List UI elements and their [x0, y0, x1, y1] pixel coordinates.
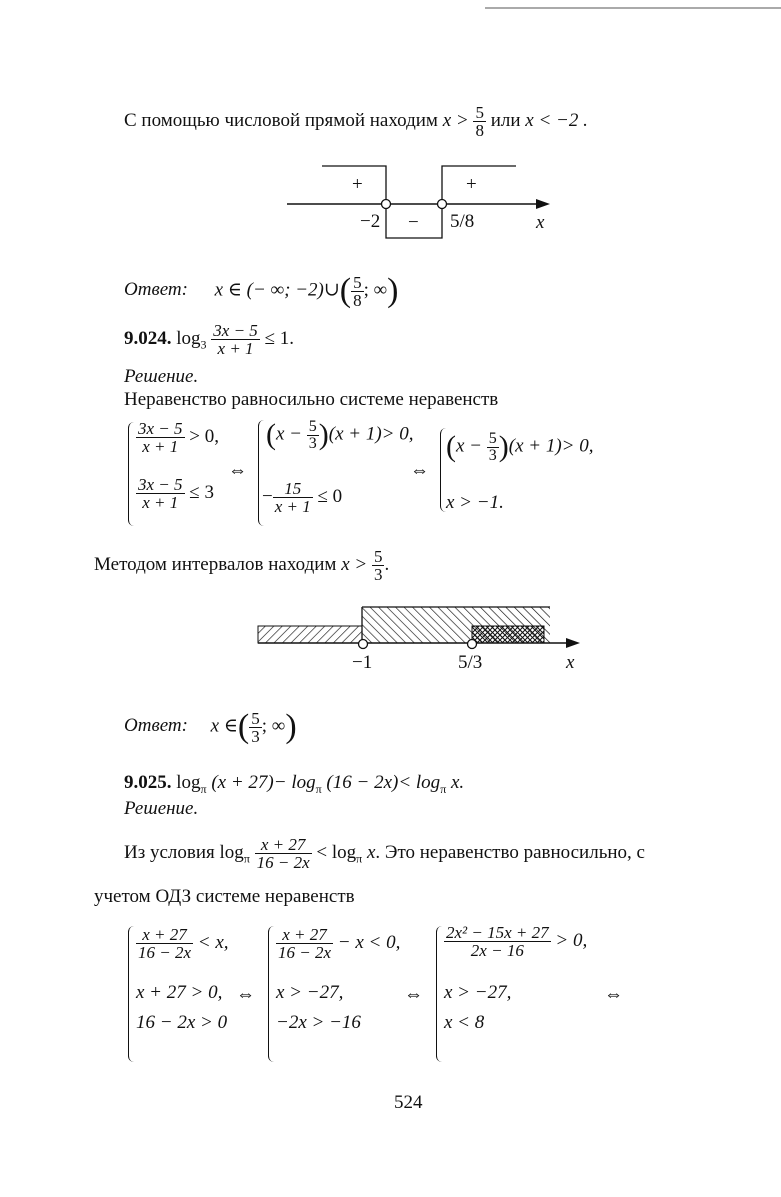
condition-line: Из условия $\log_\pi$ $\frac{x + 27}{16 - 2x}$ < $\log_\pi x$. Это неравенство равносильно, с: [124, 835, 645, 872]
problem-rhs: ≤ 1.: [264, 327, 294, 349]
equiv-symbol-2: ⇔: [410, 460, 429, 481]
t3-row2: x > −27,: [444, 982, 512, 1003]
problem-9-025: 9.025. $\log_\pi (x + 27)- \log_\pi (16 - 2x)< \log_\pi x$.: [124, 772, 465, 796]
method-line: Методом интервалов находим x > $\frac{5}{3}$ .: [94, 547, 390, 584]
answer-label: Ответ:: [124, 279, 188, 301]
inequality-x-lt: x < −2 .: [525, 109, 588, 131]
equiv-symbol-3: ⇔: [236, 984, 255, 1005]
problem-9-024: 9.024. $\log_3$ $\frac{3x - 5}{x + 1}$ ≤ 1.: [124, 321, 294, 358]
answer-1: Ответ: x ∈ (− ∞; −2)∪( $\frac{5}{8}$ ; ∞): [124, 272, 399, 310]
sign-plus-left: +: [352, 174, 363, 195]
open-point-m1: [359, 640, 368, 649]
label-5-8: 5/8: [450, 211, 475, 232]
t3-row1: $\frac{\text{2x² − 15x + 27}}{2x - 16}$ > 0,: [446, 923, 588, 960]
equiv-symbol-4: ⇔: [404, 984, 423, 1005]
sign-minus: −: [408, 212, 419, 233]
brace-6: [436, 926, 443, 1062]
t2-row1: $\frac{x + 27}{16 - 2x}$ − x < 0,: [278, 925, 401, 962]
t1-row2: x + 27 > 0,: [136, 982, 223, 1003]
problem-fraction: $\frac{3x - 5}{x + 1}$: [213, 321, 258, 358]
equiv-symbol-5: ⇔: [604, 984, 623, 1005]
sys3-row2: x > −1.: [446, 492, 504, 513]
sys3-row1: (x − $\frac{5}{3}$ )(x + 1)> 0,: [446, 429, 594, 464]
intro-text: С помощью числовой прямой находим: [124, 109, 438, 131]
equiv-symbol-1: ⇔: [228, 460, 247, 481]
word-or: или: [490, 109, 521, 131]
sys2-row1: (x − $\frac{5}{3}$ )(x + 1)> 0,: [266, 417, 414, 452]
t1-row1: $\frac{x + 27}{16 - 2x}$ < x,: [138, 925, 229, 962]
answer-2: Ответ: x ∈( $\frac{5}{3}$ ; ∞): [124, 708, 297, 746]
answer-fraction: $\frac{5}{8}$: [353, 272, 362, 310]
fraction-5-8: $\frac{5}{8}$: [475, 103, 484, 140]
answer-expr-end: ; ∞: [363, 279, 388, 301]
answer-expr-start: x ∈ (− ∞; −2)∪: [214, 279, 340, 301]
t2-row3: −2x > −16: [276, 1012, 361, 1033]
solution-label-1: Решение.: [124, 366, 199, 387]
brace-4: [128, 926, 135, 1062]
axis-arrow-icon: [566, 638, 580, 648]
axis-label-x-2: x: [566, 652, 575, 673]
sys1-row2: $\frac{3x - 5}{x + 1}$ ≤ 3: [138, 475, 214, 512]
label-minus-2: −2: [360, 211, 381, 232]
sys1-row1: $\frac{3x - 5}{x + 1}$ > 0,: [138, 419, 219, 456]
sys2-row2: − $\frac{15}{x + 1}$ ≤ 0: [262, 479, 343, 516]
problem-number: 9.024.: [124, 327, 172, 349]
condition-line-2: учетом ОДЗ системе неравенств: [94, 886, 355, 907]
axis-label-x: x: [536, 212, 545, 233]
t1-row3: 16 − 2x > 0: [136, 1012, 228, 1033]
page-number: 524: [394, 1092, 423, 1113]
solution-label-2: Решение.: [124, 798, 199, 819]
sign-plus-right: +: [466, 174, 477, 195]
label-5-3: 5/3: [458, 652, 483, 673]
open-point-53: [468, 640, 477, 649]
t3-row3: x < 8: [444, 1012, 485, 1033]
inequality-x-gt: x >: [442, 109, 469, 131]
t2-row2: x > −27,: [276, 982, 344, 1003]
system-intro-1: Неравенство равносильно системе неравенств: [124, 389, 499, 410]
label-minus-1: −1: [352, 652, 373, 673]
brace-5: [268, 926, 275, 1062]
